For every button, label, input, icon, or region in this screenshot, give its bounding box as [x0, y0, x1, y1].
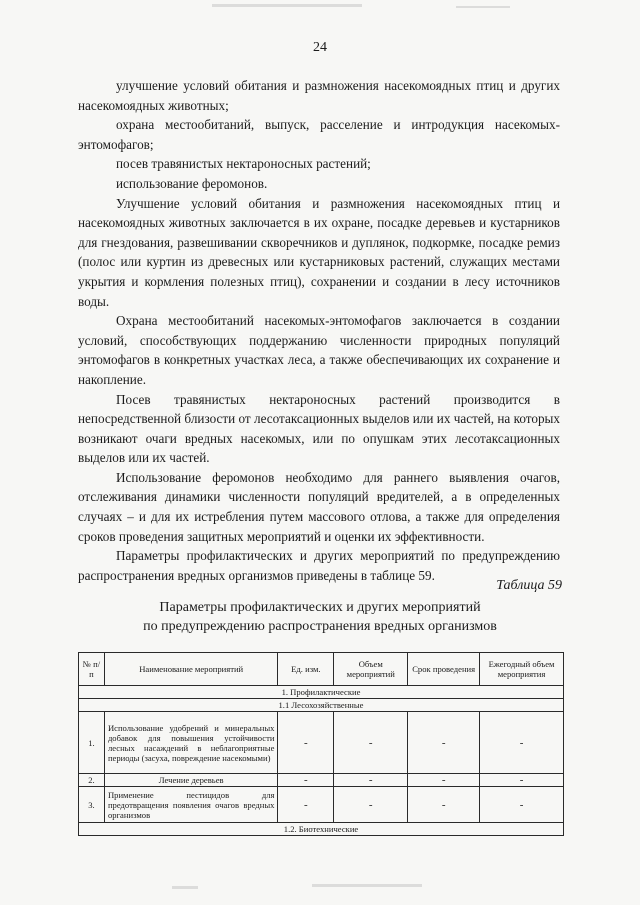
- table-header-row: [79, 653, 564, 686]
- paragraph: Улучшение условий обитания и размножения насекомоядных птиц и насекомоядных животных заключается в их охране, посадке деревьев и кустарников для гнездования, развешивании скворечников и дуплянок, подкормке, посадке ремиз (полос или куртин из древесных или кустарниковых растений, служащих местами укрытия и кормления полезных птиц), сохранении и создании в лесу источников воды.: [78, 195, 560, 309]
- section-row: [79, 699, 564, 712]
- row-name: Применение пестицидов для предотвращения появления очагов вредных организмов: [104, 787, 278, 823]
- row-annual: -: [480, 787, 564, 823]
- paragraph: Параметры профилактических и других мероприятий по предупреждению распространения вредных организмов приведены в таблице 59.: [78, 548, 560, 583]
- scan-artifact: [312, 884, 422, 887]
- row-unit: -: [278, 774, 334, 787]
- header-annual: Ежегодный объем мероприятия: [480, 653, 564, 686]
- row-num: 1.: [79, 712, 105, 774]
- header-name: Наименование мероприятий: [104, 653, 278, 686]
- row-volume: -: [334, 787, 408, 823]
- row-term: -: [408, 712, 480, 774]
- header-volume: Объем мероприятий: [334, 653, 408, 686]
- section-row: [79, 823, 564, 836]
- body-text: [78, 76, 560, 585]
- header-num: № п/п: [79, 653, 105, 686]
- header-term: Срок проведения: [408, 653, 480, 686]
- row-num: 3.: [79, 787, 105, 823]
- paragraph: Использование феромонов необходимо для раннего выявления очагов, отслеживания динамики численности популяций вредителей, а в определенных случаях – и для их истребления путем массового отлова, а также для определения сроков проведения защитных мероприятий и оценки их эффективности.: [78, 469, 560, 544]
- row-annual: -: [480, 774, 564, 787]
- row-volume: -: [334, 712, 408, 774]
- paragraph: Охрана местообитаний насекомых-энтомофагов заключается в создании условий, способствующих поддержанию численности природных популяций энтомофагов в конкретных участках леса, а также обеспечивающих их сохранение и накопление.: [78, 313, 560, 387]
- scan-artifact: [212, 4, 362, 7]
- table-row: [79, 787, 564, 823]
- row-term: -: [408, 787, 480, 823]
- row-unit: -: [278, 787, 334, 823]
- table-title: [78, 598, 562, 636]
- measures-table: [78, 652, 564, 836]
- paragraph: улучшение условий обитания и размножения насекомоядных птиц и других насекомоядных животных;: [78, 78, 560, 113]
- header-unit: Ед. изм.: [278, 653, 334, 686]
- table-title-line: Параметры профилактических и других мероприятий: [159, 600, 481, 615]
- subsection-heading: 1.1 Лесохозяйственные: [79, 699, 564, 712]
- scan-artifact: [172, 886, 198, 889]
- table-row: [79, 774, 564, 787]
- table-caption: Таблица 59: [496, 578, 562, 593]
- row-unit: -: [278, 712, 334, 774]
- paragraph: использование феромонов.: [116, 175, 268, 191]
- subsection-heading: 1.2. Биотехнические: [79, 823, 564, 836]
- paragraph: посев травянистых нектароносных растений;: [116, 156, 371, 172]
- section-heading: 1. Профилактические: [79, 686, 564, 699]
- table-row: [79, 712, 564, 774]
- paragraph: охрана местообитаний, выпуск, расселение и интродукция насекомых-энтомофагов;: [78, 117, 560, 152]
- row-name: Использование удобрений и минеральных добавок для повышения устойчивости лесных насаждений в неблагоприятные периоды (засуха, повреждение насекомыми): [104, 712, 278, 774]
- scan-artifact: [456, 6, 510, 8]
- row-annual: -: [480, 712, 564, 774]
- row-term: -: [408, 774, 480, 787]
- table-title-line: по предупреждению распространения вредных организмов: [143, 619, 497, 634]
- paragraph: Посев травянистых нектароносных растений производится в непосредственной близости от лесотаксационных выделов или их частей, на которых возникают очаги вредных насекомых, или по опушкам этих лесотаксационных выделов или их частей.: [78, 391, 560, 466]
- row-name: Лечение деревьев: [104, 774, 278, 787]
- row-num: 2.: [79, 774, 105, 787]
- section-row: [79, 686, 564, 699]
- row-volume: -: [334, 774, 408, 787]
- page-number: 24: [313, 40, 327, 55]
